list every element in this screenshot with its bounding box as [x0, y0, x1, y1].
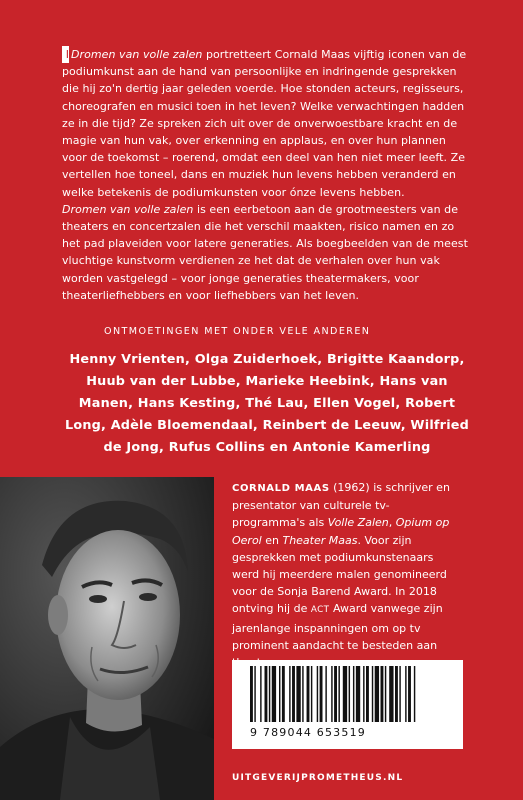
barcode-bar: [269, 666, 270, 722]
author-portrait: [0, 477, 214, 800]
act-abbreviation: ACT: [310, 605, 330, 616]
meetings-names: Henny Vrienten, Olga Zuiderhoek, Brigitte Kaandorp, Huub van der Lubbe, Marieke Heebink, Hans van Manen, Hans Kesting, Thé Lau, Ellen Vogel, Robert Long, Adèle Bloemendaal, Reinbert de Leeuw, Wilfried de Jong, Rufus Collins en Antonie Kamerling: [64, 352, 470, 455]
barcode-bar: [307, 666, 310, 722]
barcode-bar: [317, 666, 318, 722]
bio-text: Award vanwege zijn jarenlange inspanningen om op tv prominent aandacht te besteden aan: [232, 602, 443, 652]
barcode-bar: [250, 666, 253, 722]
barcode-bar: [363, 666, 364, 722]
barcode-bar: [320, 666, 323, 722]
barcode-bar: [399, 666, 400, 722]
show-title: Opium op Oerol: [232, 516, 450, 547]
barcode-bar: [408, 666, 411, 722]
blurb-paragraph-1-text: portretteert Cornald Maas vijftig iconen van de podiumkunst aan de hand van persoonlijke en indringende gesprekken die hij zo'n dertig jaar geleden voerde. Hoe stonden acteurs, regisseurs, choreografen en musici toen in het leven? Welke verwachtingen hadden ze in die tijd? Ze spreken zich uit over de onverwoestbare kracht en de magie van hun vak, over erkenning en applaus, en over hun plannen voor de toekomst – roerend, omdat een deel van hen niet meer leeft. Ze vertellen hoe toneel, dans en muziek hun levens hebben veranderd en welke betekenis de podiumkunsten voor ónze levens hebben.: [62, 48, 467, 199]
book-title: Dromen van volle zalen: [71, 48, 203, 61]
show-title: Theater Maas: [282, 533, 358, 547]
barcode-bar: [331, 666, 332, 722]
barcode-bar: [389, 666, 393, 722]
barcode-bar: [414, 666, 415, 722]
author-bio-paragraph: [232, 479, 462, 671]
bio-text: (1962) is schrijver en presentator van culturele tv-programma's als: [232, 481, 450, 530]
barcode-bar: [405, 666, 406, 722]
blurb-paragraph-2: [62, 201, 472, 304]
barcode-bar: [375, 666, 379, 722]
barcode-bar: [292, 666, 295, 722]
barcode-bar: [272, 666, 276, 722]
barcode: [232, 660, 463, 749]
author-name: CORNALD MAAS: [232, 483, 330, 494]
barcode-bar: [338, 666, 339, 722]
barcode-bar: [372, 666, 373, 722]
drop-cap: I: [62, 46, 69, 63]
barcode-bar: [334, 666, 337, 722]
barcode-bar: [265, 666, 268, 722]
bio-text: . Voor zijn gesprekken met podiumkunstenaars werd hij meerdere malen genomineerd voor de Sonja Barend Award. In 2018 ontving hij de: [232, 533, 447, 616]
author-bio: [232, 479, 462, 671]
isbn-number: 9 789044 653519: [250, 726, 366, 739]
blurb-paragraph-2-text: is een eerbetoon aan de grootmeesters van de theaters en concertzalen die het verschil maakten, risico namen en zo het pad plaveiden voor latere generaties. Als boegbeelden van de meest vluchtige kunstvorm verdienen ze het dat de verhalen over hun vak worden vastgelegd – voor jonge generaties theatermakers, voor theaterliefhebbers en voor liefhebbers van het leven.: [62, 202, 468, 302]
barcode-bar: [366, 666, 369, 722]
blurb-text: [62, 46, 472, 304]
barcode-bar: [311, 666, 312, 722]
barcode-bar: [356, 666, 360, 722]
publisher-url: UITGEVERIJPROMETHEUS.NL: [232, 773, 404, 783]
barcode-bar: [325, 666, 326, 722]
barcode-bar: [302, 666, 303, 722]
barcode-bar: [279, 666, 280, 722]
author-photo-illustration: [0, 477, 214, 800]
barcode-bar: [395, 666, 398, 722]
barcode-bar: [282, 666, 285, 722]
blurb-paragraph-1: [62, 46, 472, 201]
barcode-bar: [343, 666, 347, 722]
barcode-bar: [381, 666, 384, 722]
barcode-bar: [254, 666, 255, 722]
barcode-bar: [385, 666, 386, 722]
barcode-bar: [260, 666, 261, 722]
barcode-bar: [353, 666, 354, 722]
barcode-bar: [289, 666, 290, 722]
bio-text: ,: [388, 516, 396, 530]
bio-text: en: [261, 533, 283, 547]
meetings-heading: ONTMOETINGEN MET ONDER VELE ANDEREN: [104, 326, 371, 337]
show-title: Volle Zalen: [327, 516, 389, 530]
barcode-bar: [296, 666, 300, 722]
barcode-bar: [349, 666, 350, 722]
book-title: Dromen van volle zalen: [62, 202, 194, 216]
